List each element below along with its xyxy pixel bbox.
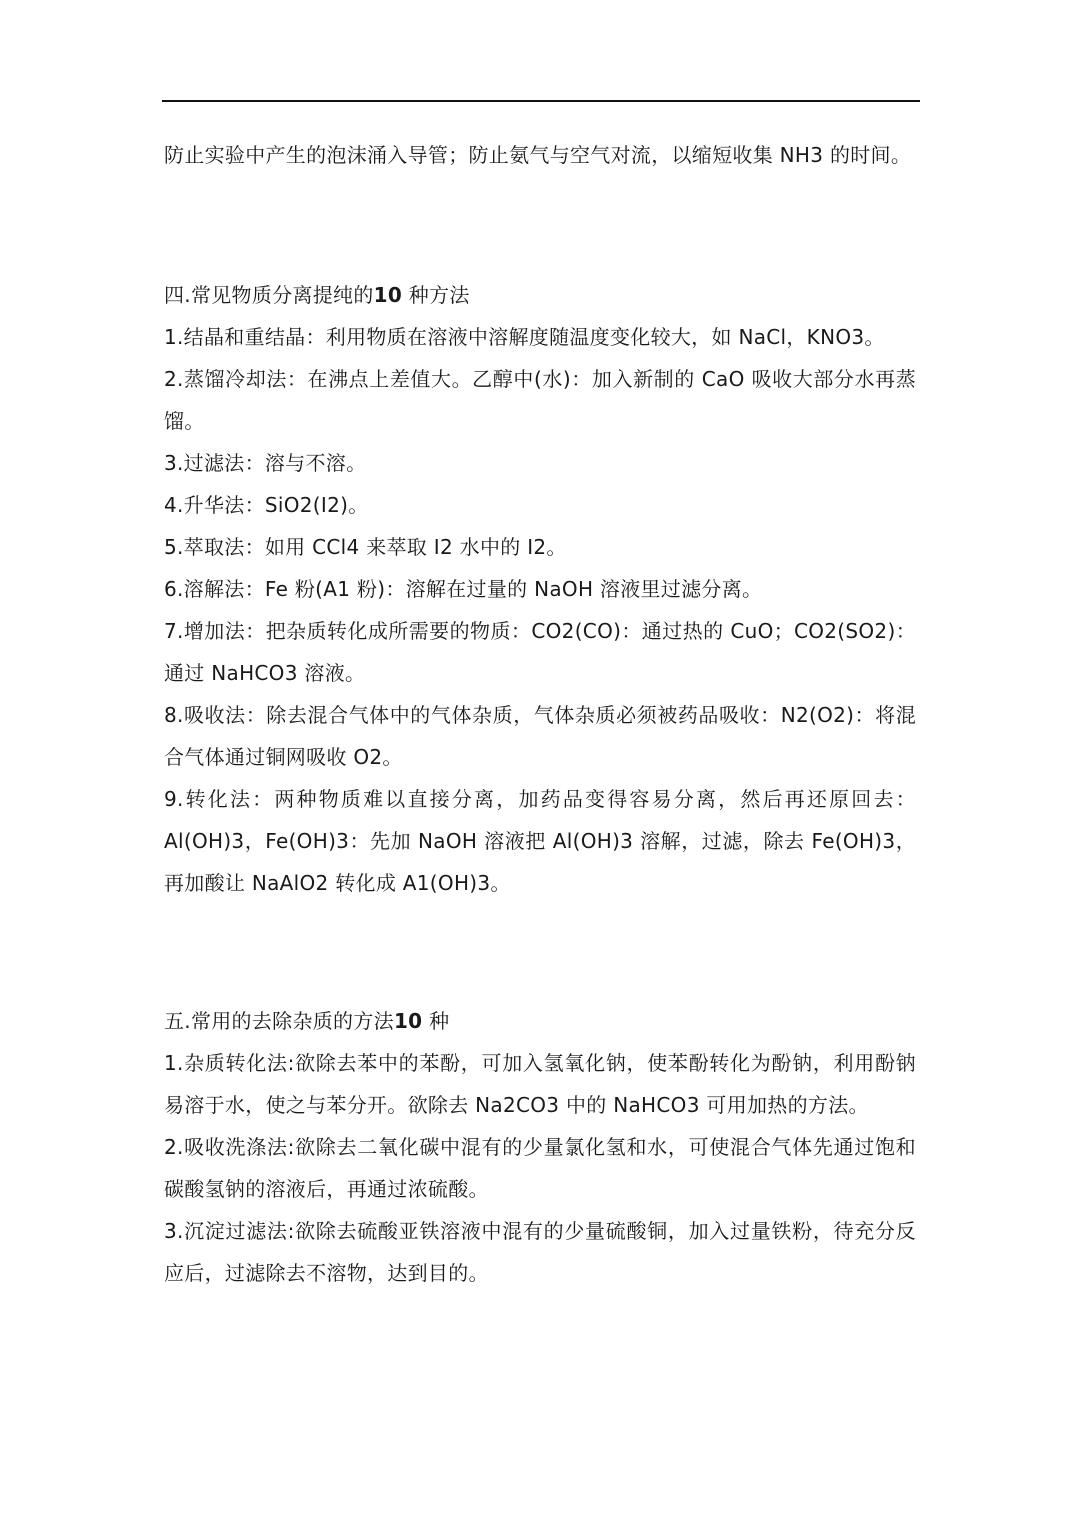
section-4-item-4: 4.升华法：SiO2(I2)。 [164, 493, 369, 517]
section-5-item-3: 3.沉淀过滤法:欲除去硫酸亚铁溶液中混有的少量硫酸铜，加入过量铁粉，待充分反应后，过滤除去不溶物，达到目的。 [164, 1219, 916, 1285]
section-5-item-2: 2.吸收洗涤法:欲除去二氧化碳中混有的少量氯化氢和水，可使混合气体先通过饱和碳酸氢钠的溶液后，再通过浓硫酸。 [164, 1135, 916, 1201]
section-5-heading-number: 10 [393, 1009, 423, 1033]
document-body [164, 134, 916, 1294]
section-4-item-1: 1.结晶和重结晶：利用物质在溶液中溶解度随温度变化较大，如 NaCl，KNO3。 [164, 325, 885, 349]
section-4-item-7: 7.增加法：把杂质转化成所需要的物质：CO2(CO)：通过热的 CuO；CO2(SO2)：通过 NaHCO3 溶液。 [164, 619, 916, 685]
section-4-item-8: 8.吸收法：除去混合气体中的气体杂质，气体杂质必须被药品吸收：N2(O2)：将混合气体通过铜网吸收 O2。 [164, 703, 916, 769]
section-4-heading-suffix: 种方法 [402, 283, 470, 307]
section-4-heading [164, 274, 916, 316]
section-5-heading [164, 1000, 916, 1042]
section-5-item-1: 1.杂质转化法:欲除去苯中的苯酚，可加入氢氧化钠，使苯酚转化为酚钠，利用酚钠易溶于水，使之与苯分开。欲除去 Na2CO3 中的 NaHCO3 可用加热的方法。 [164, 1051, 916, 1117]
section-4-item-6: 6.溶解法：Fe 粉(A1 粉)：溶解在过量的 NaOH 溶液里过滤分离。 [164, 577, 763, 601]
header-rule [162, 100, 920, 102]
intro-paragraph: 防止实验中产生的泡沫涌入导管；防止氨气与空气对流，以缩短收集 NH3 的时间。 [164, 143, 912, 167]
section-5-heading-suffix: 种 [422, 1009, 450, 1033]
section-4-item-5: 5.萃取法：如用 CCl4 来萃取 I2 水中的 I2。 [164, 535, 567, 559]
section-4-item-2: 2.蒸馏冷却法：在沸点上差值大。乙醇中(水)：加入新制的 CaO 吸收大部分水再蒸馏。 [164, 367, 916, 433]
section-4-heading-prefix: 四.常见物质分离提纯的 [164, 283, 374, 307]
section-4-item-9: 9.转化法：两种物质难以直接分离，加药品变得容易分离，然后再还原回去：Al(OH)3，Fe(OH)3：先加 NaOH 溶液把 Al(OH)3 溶解，过滤，除去 Fe(OH)3，再加酸让 NaAlO2 转化成 A1(OH)3。 [164, 787, 916, 895]
section-4-item-3: 3.过滤法：溶与不溶。 [164, 451, 367, 475]
section-4-heading-number: 10 [373, 283, 403, 307]
section-5-heading-prefix: 五.常用的去除杂质的方法 [164, 1009, 394, 1033]
